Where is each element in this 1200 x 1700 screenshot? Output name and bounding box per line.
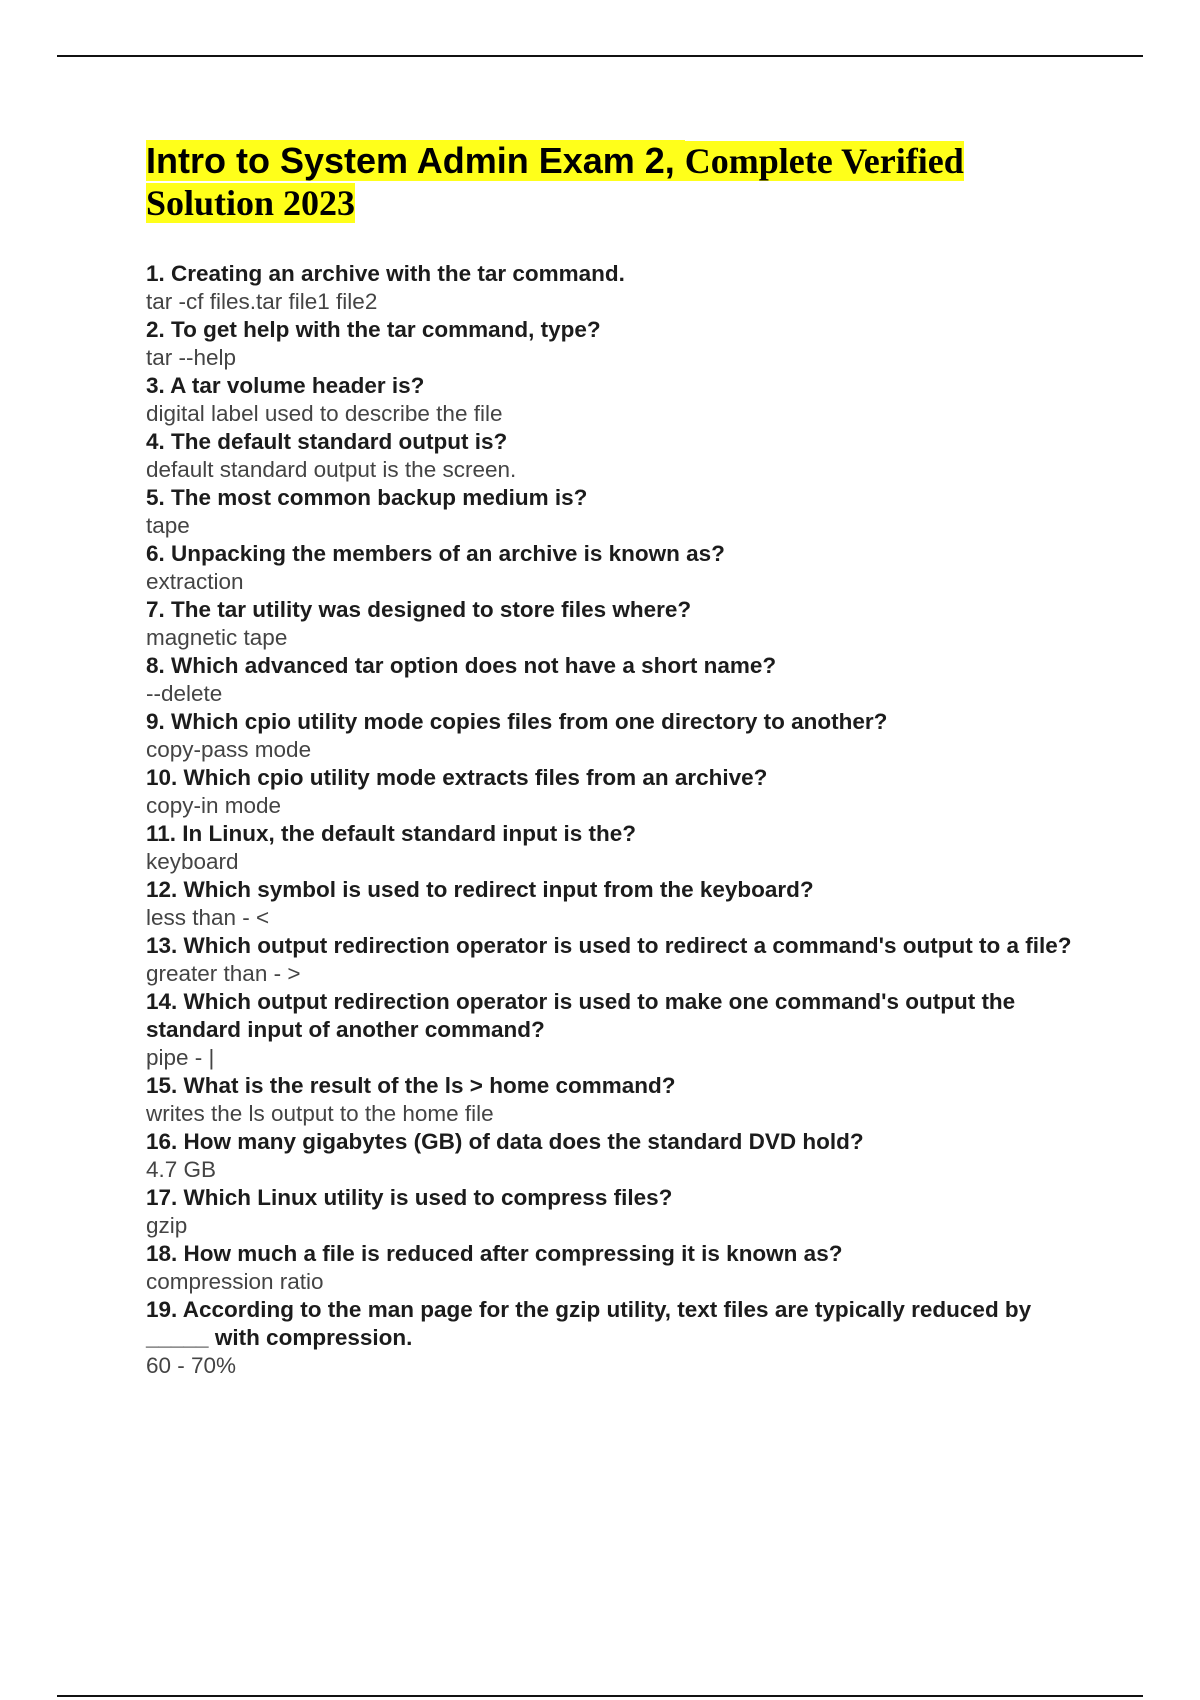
qa-item — [146, 1240, 1096, 1296]
qa-item — [146, 540, 1096, 596]
answer-text: copy-in mode — [146, 793, 282, 818]
question-text: 9. Which cpio utility mode copies files from one directory to another? — [146, 709, 888, 734]
qa-item — [146, 428, 1096, 484]
qa-item — [146, 932, 1096, 988]
question-text: 18. How much a file is reduced after compressing it is known as? — [146, 1241, 843, 1266]
question-text: 10. Which cpio utility mode extracts files from an archive? — [146, 765, 768, 790]
qa-item — [146, 876, 1096, 932]
question-text: 11. In Linux, the default standard input is the? — [146, 821, 637, 846]
qa-item — [146, 316, 1096, 372]
answer-text: default standard output is the screen. — [146, 457, 517, 482]
answer-text: magnetic tape — [146, 625, 288, 650]
qa-item — [146, 1296, 1096, 1380]
answer-text: 4.7 GB — [146, 1157, 217, 1182]
document-body — [146, 140, 1096, 1380]
qa-item — [146, 820, 1096, 876]
question-text: 8. Which advanced tar option does not have a short name? — [146, 653, 777, 678]
answer-text: digital label used to describe the file — [146, 401, 503, 426]
question-text: 6. Unpacking the members of an archive is known as? — [146, 541, 725, 566]
question-text: 15. What is the result of the ls > home command? — [146, 1073, 676, 1098]
question-text: 4. The default standard output is? — [146, 429, 508, 454]
question-text: 2. To get help with the tar command, type? — [146, 317, 601, 342]
answer-text: writes the ls output to the home file — [146, 1101, 494, 1126]
question-text: 1. Creating an archive with the tar command. — [146, 261, 625, 286]
question-text: 14. Which output redirection operator is used to make one command's output the standard input of another command? — [146, 989, 1016, 1042]
qa-list — [146, 260, 1096, 1380]
question-text: 7. The tar utility was designed to store files where? — [146, 597, 692, 622]
answer-text: 60 - 70% — [146, 1353, 237, 1378]
question-text: 3. A tar volume header is? — [146, 373, 425, 398]
answer-text: extraction — [146, 569, 244, 594]
qa-item — [146, 596, 1096, 652]
answer-text: copy-pass mode — [146, 737, 312, 762]
answer-text: less than - < — [146, 905, 270, 930]
answer-text: pipe - | — [146, 1045, 215, 1070]
answer-text: tape — [146, 513, 190, 538]
question-text: 5. The most common backup medium is? — [146, 485, 588, 510]
answer-text: greater than - > — [146, 961, 301, 986]
qa-item — [146, 484, 1096, 540]
qa-item — [146, 988, 1096, 1072]
top-rule — [57, 55, 1143, 57]
question-text: 13. Which output redirection operator is used to redirect a command's output to a file? — [146, 933, 1072, 958]
qa-item — [146, 764, 1096, 820]
answer-text: --delete — [146, 681, 223, 706]
question-text: 16. How many gigabytes (GB) of data does the standard DVD hold? — [146, 1129, 864, 1154]
qa-item — [146, 1184, 1096, 1240]
title-part-1: Intro to System Admin Exam 2, — [146, 140, 685, 181]
answer-text: compression ratio — [146, 1269, 324, 1294]
qa-item — [146, 1128, 1096, 1184]
question-text: 12. Which symbol is used to redirect input from the keyboard? — [146, 877, 814, 902]
qa-item — [146, 372, 1096, 428]
answer-text: gzip — [146, 1213, 188, 1238]
title-part-2: Complete Verified Solution 2023 — [146, 141, 964, 223]
qa-item — [146, 652, 1096, 708]
question-text: 17. Which Linux utility is used to compress files? — [146, 1185, 673, 1210]
qa-item — [146, 708, 1096, 764]
answer-text: keyboard — [146, 849, 239, 874]
qa-item — [146, 1072, 1096, 1128]
qa-item — [146, 260, 1096, 316]
answer-text: tar -cf files.tar file1 file2 — [146, 289, 378, 314]
answer-text: tar --help — [146, 345, 237, 370]
question-text: 19. According to the man page for the gzip utility, text files are typically reduced by _____ with compression. — [146, 1297, 1032, 1350]
bottom-rule — [57, 1695, 1143, 1697]
document-title — [146, 140, 1096, 224]
